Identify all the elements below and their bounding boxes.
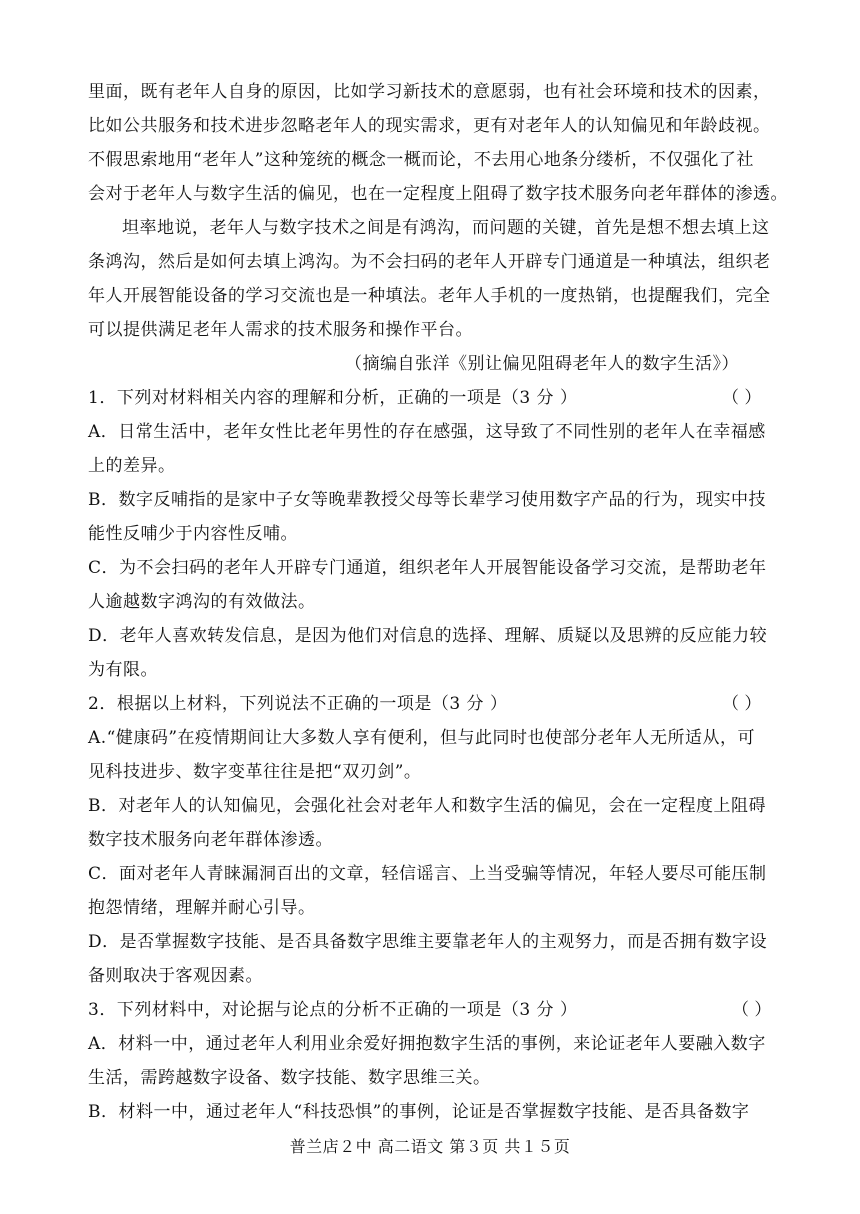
- option-line: D．是否掌握数字技能、是否具备数字思维主要靠老年人的主观努力，而是否拥有数字设: [88, 932, 768, 952]
- option-line: 备则取决于客观因素。: [88, 966, 263, 986]
- option-line: 抱怨情绪，理解并耐心引导。: [88, 898, 316, 918]
- option-line: A．日常生活中，老年女性比老年男性的存在感强，这导致了不同性别的老年人在幸福感: [88, 422, 766, 442]
- passage-line: 可以提供满足老年人需求的技术服务和操作平台。: [88, 320, 473, 340]
- option-line: B．材料一中，通过老年人“科技恐惧”的事例，论证是否掌握数字技能、是否具备数字: [88, 1102, 750, 1122]
- option-line: 生活，需跨越数字设备、数字技能、数字思维三关。: [88, 1068, 491, 1088]
- option-line: A．材料一中，通过老年人利用业余爱好拥抱数字生活的事例，来论证老年人要融入数字: [88, 1034, 766, 1054]
- option-line: 上的差异。: [88, 456, 176, 476]
- option-line: B．数字反哺指的是家中子女等晚辈教授父母等长辈学习使用数字产品的行为，现实中技: [88, 490, 766, 510]
- passage-line: 会对于老年人与数字生活的偏见，也在一定程度上阻碍了数字技术服务向老年群体的渗透。: [88, 184, 788, 204]
- passage-line: 里面，既有老年人自身的原因，比如学习新技术的意愿弱，也有社会环境和技术的因素，: [88, 82, 771, 102]
- passage-line: 坦率地说，老年人与数字技术之间是有鸿沟，而问题的关键，首先是想不想去填上这: [122, 218, 770, 238]
- option-line: 能性反哺少于内容性反哺。: [88, 524, 298, 544]
- option-line: C．为不会扫码的老年人开辟专门通道，组织老年人开展智能设备学习交流，是帮助老年: [88, 558, 767, 578]
- option-line: A.“健康码”在疫情期间让大多数人享有便利，但与此同时也使部分老年人无所适从，可: [88, 728, 756, 748]
- passage-line: 比如公共服务和技术进步忽略老年人的现实需求，更有对老年人的认知偏见和年龄歧视。: [88, 116, 771, 136]
- question-stem: 3．下列材料中，对论据与论点的分析不正确的一项是（3 分 ）: [88, 1000, 578, 1020]
- passage-line: 不假思索地用“老年人”这种笼统的概念一概而论，不去用心地条分缕析，不仅强化了社: [88, 150, 754, 170]
- option-line: 为有限。: [88, 660, 158, 680]
- page-footer: 普兰店２中 高二语文 第３页 共１５页: [289, 1137, 571, 1156]
- option-line: 见科技进步、数字变革往往是把“双刃剑”。: [88, 762, 422, 782]
- passage-line: 条鸿沟，然后是如何去填上鸿沟。为不会扫码的老年人开辟专门通道是一种填法，组织老: [88, 252, 771, 272]
- question-stem: 1．下列对材料相关内容的理解和分析，正确的一项是（3 分 ）: [88, 388, 578, 408]
- passage-line: 年人开展智能设备的学习交流也是一种填法。老年人手机的一度热销，也提醒我们，完全: [88, 286, 771, 306]
- question-stem: 2．根据以上材料，下列说法不正确的一项是（3 分 ）: [88, 694, 508, 714]
- option-line: C．面对老年人青睐漏洞百出的文章，轻信谣言、上当受骗等情况，年轻人要尽可能压制: [88, 864, 767, 884]
- option-line: 数字技术服务向老年群体渗透。: [88, 830, 333, 850]
- option-line: 人逾越数字鸿沟的有效做法。: [88, 592, 316, 612]
- option-line: B．对老年人的认知偏见，会强化社会对老年人和数字生活的偏见，会在一定程度上阻碍: [88, 796, 766, 816]
- answer-blank: （ ）: [732, 1000, 772, 1020]
- answer-blank: （ ）: [722, 694, 762, 714]
- passage-source: （摘编自张洋《别让偏见阻碍老年人的数字生活》）: [345, 354, 739, 374]
- option-line: D．老年人喜欢转发信息，是因为他们对信息的选择、理解、质疑以及思辨的反应能力较: [88, 626, 768, 646]
- answer-blank: （ ）: [722, 388, 762, 408]
